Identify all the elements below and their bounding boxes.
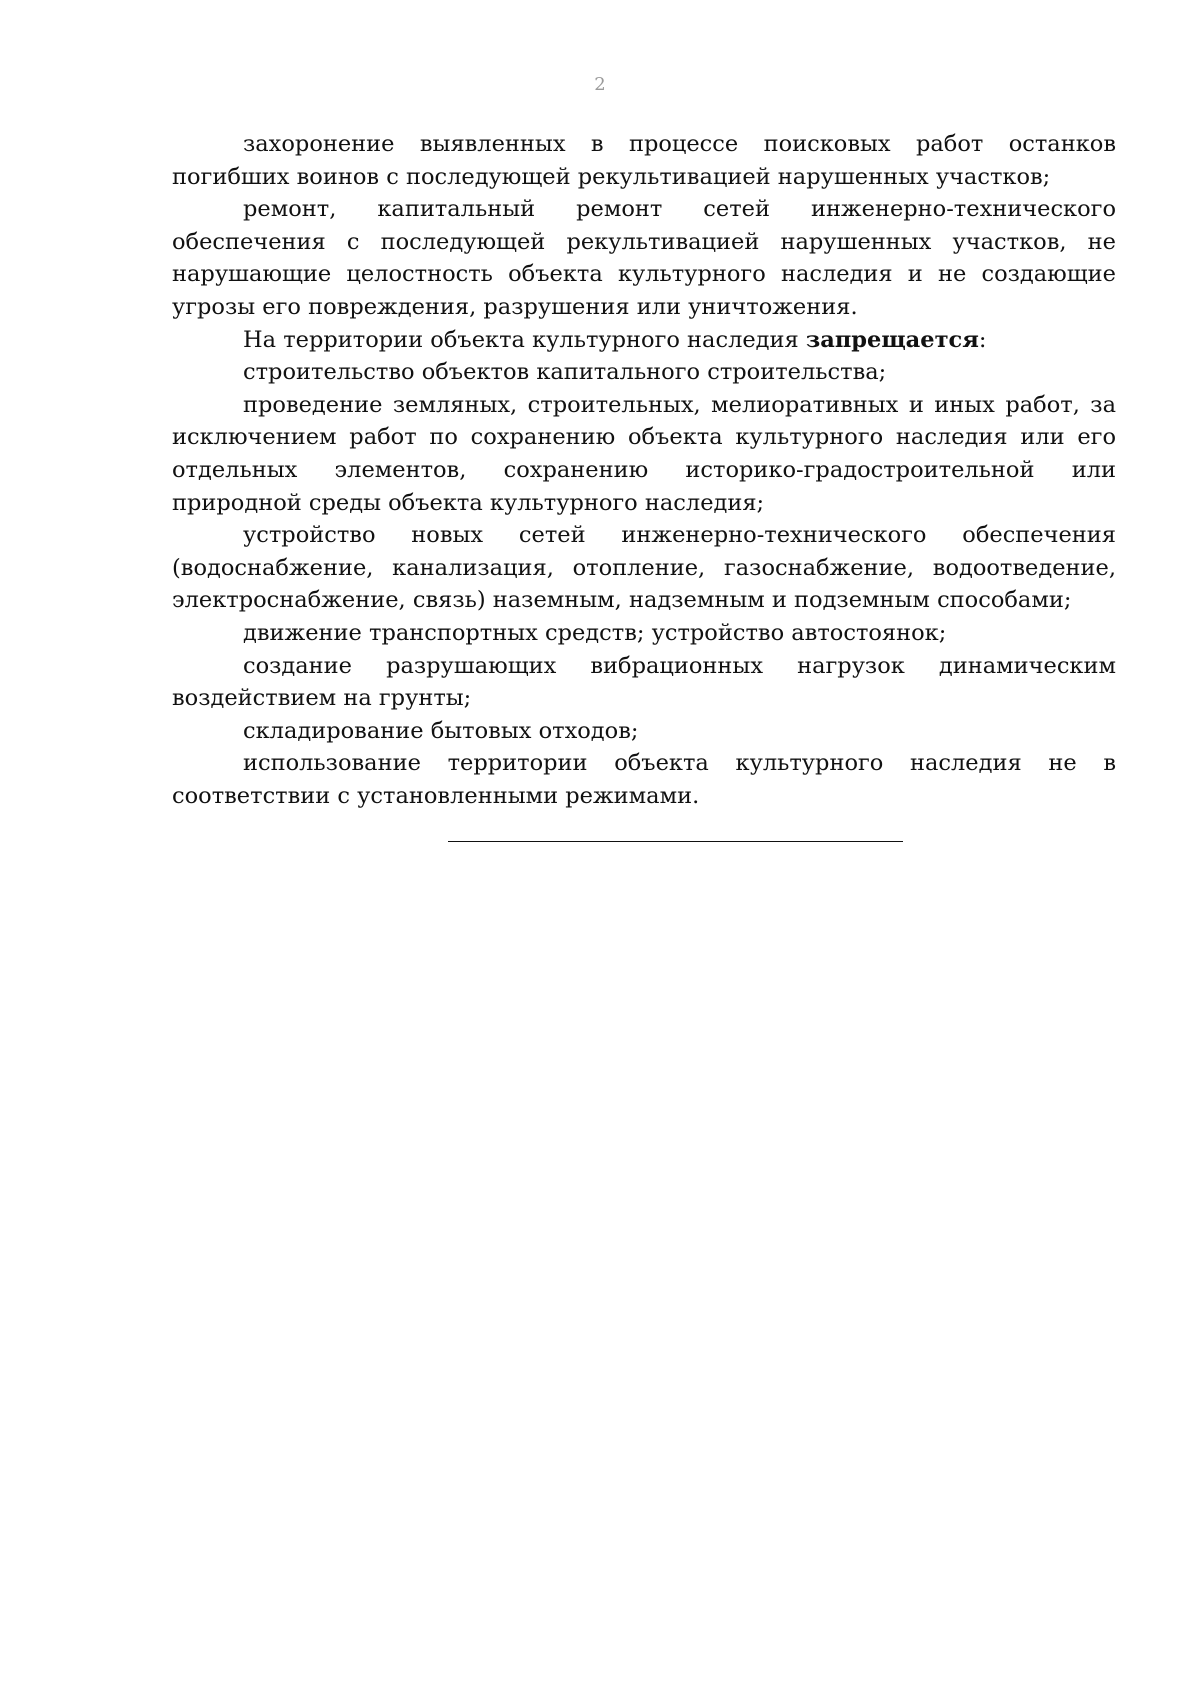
paragraph-repair: ремонт, капитальный ремонт сетей инженерно-технического обеспечения с последующей рекультивацией нарушенных участков, не нарушающие целостность объекта культурного наследия и не создающие угрозы его повреждения, разрушения или уничтожения. xyxy=(172,196,1116,320)
prohibited-keyword: запрещается xyxy=(805,326,979,353)
paragraph-traffic: движение транспортных средств; устройство автостоянок; xyxy=(243,619,947,646)
page-number: 2 xyxy=(594,74,606,95)
prohibited-heading-colon: : xyxy=(978,326,987,353)
paragraph-vibration: создание разрушающих вибрационных нагрузок динамическим воздействием на грунты; xyxy=(172,652,1116,712)
paragraph-earthworks: проведение земляных, строительных, мелиоративных и иных работ, за исключением работ по сохранению объекта культурного наследия или его отдельных элементов, сохранению историко-градостроительной или природной среды объекта культурного наследия; xyxy=(172,391,1116,516)
prohibited-heading-lead: На территории объекта культурного наследия xyxy=(243,326,806,353)
end-of-document-line xyxy=(448,841,903,842)
paragraph-construction: строительство объектов капитального строительства; xyxy=(243,359,887,386)
paragraph-new-networks: устройство новых сетей инженерно-технического обеспечения (водоснабжение, канализация, отопление, газоснабжение, водоотведение, электроснабжение, связь) наземным, надземным и подземным способами; xyxy=(172,522,1116,614)
document-body xyxy=(172,128,1116,812)
paragraph-burial: захоронение выявленных в процессе поисковых работ останков погибших воинов с последующей рекультивацией нарушенных участков; xyxy=(172,131,1116,190)
paragraph-waste: складирование бытовых отходов; xyxy=(243,717,639,744)
paragraph-prohibited-heading xyxy=(172,324,1116,357)
paragraph-land-use: использование территории объекта культурного наследия не в соответствии с установленными режимами. xyxy=(172,750,1116,809)
